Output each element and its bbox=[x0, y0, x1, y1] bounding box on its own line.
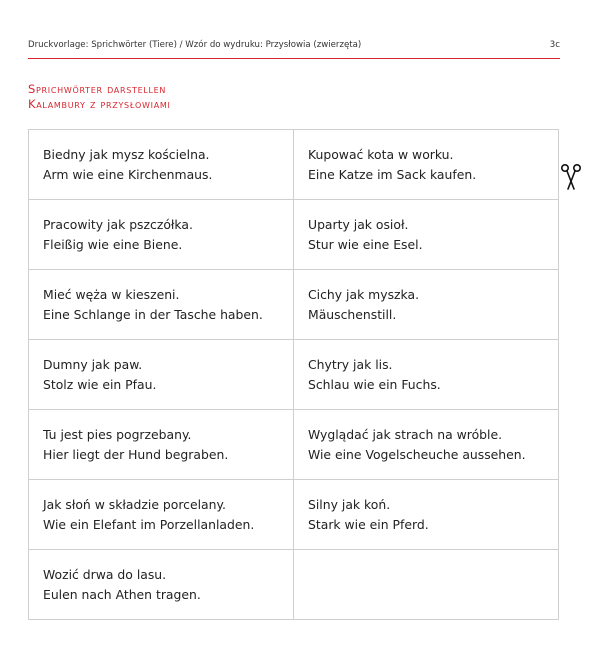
proverb-polish: Wozić drwa do lasu. bbox=[43, 566, 167, 582]
proverb-card bbox=[294, 480, 559, 550]
table-row bbox=[29, 550, 559, 620]
proverb-card bbox=[29, 410, 294, 480]
proverb-polish: Uparty jak osioł. bbox=[308, 216, 409, 232]
proverb-german: Eulen nach Athen tragen. bbox=[43, 586, 201, 602]
proverb-polish: Silny jak koń. bbox=[308, 496, 391, 512]
page-title bbox=[28, 82, 171, 112]
proverb-german: Eine Katze im Sack kaufen. bbox=[308, 166, 477, 182]
proverb-polish: Pracowity jak pszczółka. bbox=[43, 216, 193, 232]
proverb-polish: Cichy jak myszka. bbox=[308, 286, 420, 302]
proverb-card bbox=[29, 200, 294, 270]
table-row bbox=[29, 270, 559, 340]
proverb-polish: Tu jest pies pogrzebany. bbox=[43, 426, 192, 442]
proverb-polish: Kupować kota w worku. bbox=[308, 146, 454, 162]
proverb-german: Stur wie eine Esel. bbox=[308, 236, 423, 252]
title-german: Sprichwörter darstellen bbox=[28, 82, 167, 96]
proverb-german: Arm wie eine Kirchenmaus. bbox=[43, 166, 213, 182]
proverb-polish: Wyglądać jak strach na wróble. bbox=[308, 426, 503, 442]
table-row bbox=[29, 200, 559, 270]
page-header bbox=[28, 38, 560, 59]
proverb-card bbox=[29, 550, 294, 620]
header-title: Druckvorlage: Sprichwörter (Tiere) / Wzór do wydruku: Przysłowia (zwierzęta) bbox=[28, 40, 362, 50]
proverb-german: Hier liegt der Hund begraben. bbox=[43, 446, 229, 462]
proverb-german: Wie eine Vogelscheuche aussehen. bbox=[308, 446, 526, 462]
proverb-card bbox=[29, 130, 294, 200]
proverb-polish: Mieć węża w kieszeni. bbox=[43, 286, 180, 302]
proverb-polish: Biedny jak mysz kościelna. bbox=[43, 146, 210, 162]
proverb-card bbox=[294, 410, 559, 480]
table-row bbox=[29, 410, 559, 480]
proverb-german: Fleißig wie eine Biene. bbox=[43, 236, 183, 252]
proverb-german: Schlau wie ein Fuchs. bbox=[308, 376, 441, 392]
proverb-german: Wie ein Elefant im Porzellanladen. bbox=[43, 516, 255, 532]
proverb-german: Stolz wie ein Pfau. bbox=[43, 376, 157, 392]
proverb-card bbox=[29, 340, 294, 410]
proverb-card bbox=[29, 270, 294, 340]
table-row bbox=[29, 480, 559, 550]
proverb-german: Eine Schlange in der Tasche haben. bbox=[43, 306, 263, 322]
title-polish: Kalambury z przysłowiami bbox=[28, 97, 171, 111]
table-row bbox=[29, 130, 559, 200]
table-row bbox=[29, 340, 559, 410]
scissors-icon bbox=[560, 162, 582, 192]
proverb-german: Stark wie ein Pferd. bbox=[308, 516, 429, 532]
proverb-cards-table bbox=[28, 129, 559, 620]
proverb-card bbox=[294, 340, 559, 410]
proverb-card bbox=[294, 200, 559, 270]
page-number: 3c bbox=[549, 40, 560, 50]
proverb-card bbox=[294, 130, 559, 200]
proverb-card bbox=[294, 270, 559, 340]
proverb-polish: Dumny jak paw. bbox=[43, 356, 143, 372]
proverb-card bbox=[29, 480, 294, 550]
empty-card bbox=[294, 550, 559, 620]
proverb-german: Mäuschenstill. bbox=[308, 306, 397, 322]
proverb-polish: Jak słoń w składzie porcelany. bbox=[43, 496, 226, 512]
proverb-polish: Chytry jak lis. bbox=[308, 356, 393, 372]
